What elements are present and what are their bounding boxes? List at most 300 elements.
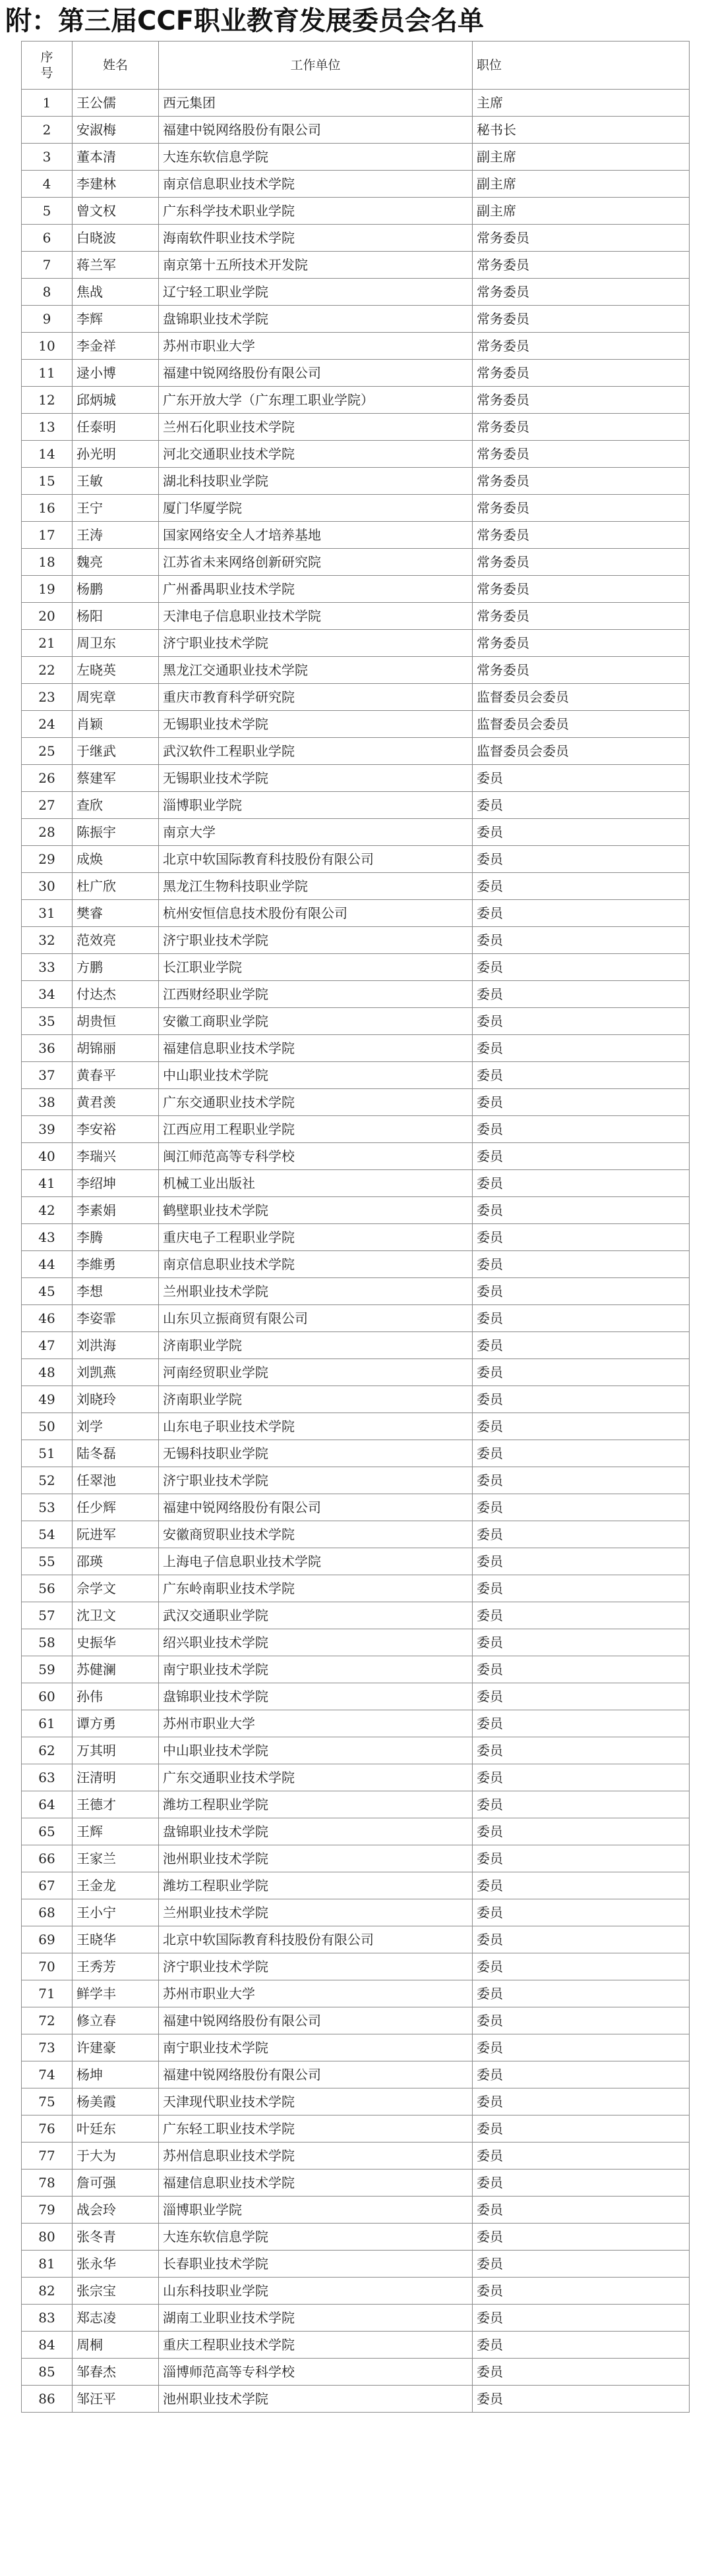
table-row bbox=[22, 468, 690, 495]
cell-name: 叶廷东 bbox=[73, 2115, 159, 2142]
cell-seq: 85 bbox=[22, 2359, 73, 2386]
cell-name: 王晓华 bbox=[73, 1926, 159, 1953]
cell-name: 杨鹏 bbox=[73, 576, 159, 603]
cell-org: 湖南工业职业技术学院 bbox=[159, 2305, 473, 2332]
table-row bbox=[22, 1602, 690, 1629]
table-row bbox=[22, 441, 690, 468]
cell-seq: 68 bbox=[22, 1899, 73, 1926]
cell-seq: 36 bbox=[22, 1035, 73, 1062]
cell-name: 许建豪 bbox=[73, 2034, 159, 2061]
cell-org: 南宁职业技术学院 bbox=[159, 2034, 473, 2061]
cell-name: 王涛 bbox=[73, 522, 159, 549]
cell-name: 张宗宝 bbox=[73, 2278, 159, 2305]
cell-position: 委员 bbox=[473, 1467, 690, 1494]
cell-position: 委员 bbox=[473, 1953, 690, 1980]
cell-position: 常务委员 bbox=[473, 441, 690, 468]
table-row bbox=[22, 1386, 690, 1413]
cell-name: 孙光明 bbox=[73, 441, 159, 468]
cell-seq: 69 bbox=[22, 1926, 73, 1953]
cell-position: 委员 bbox=[473, 1548, 690, 1575]
cell-org: 山东电子职业技术学院 bbox=[159, 1413, 473, 1440]
cell-position: 常务委员 bbox=[473, 630, 690, 657]
cell-seq: 43 bbox=[22, 1224, 73, 1251]
cell-name: 任泰明 bbox=[73, 414, 159, 441]
cell-position: 委员 bbox=[473, 2305, 690, 2332]
cell-seq: 80 bbox=[22, 2224, 73, 2251]
cell-position: 常务委员 bbox=[473, 360, 690, 387]
cell-seq: 9 bbox=[22, 306, 73, 333]
cell-name: 刘凯燕 bbox=[73, 1359, 159, 1386]
table-row bbox=[22, 414, 690, 441]
cell-org: 大连东软信息学院 bbox=[159, 2224, 473, 2251]
cell-seq: 32 bbox=[22, 927, 73, 954]
cell-seq: 16 bbox=[22, 495, 73, 522]
table-row bbox=[22, 387, 690, 414]
table-row bbox=[22, 873, 690, 900]
cell-org: 河南经贸职业学院 bbox=[159, 1359, 473, 1386]
cell-seq: 22 bbox=[22, 657, 73, 684]
cell-position: 委员 bbox=[473, 2170, 690, 2197]
cell-name: 李辉 bbox=[73, 306, 159, 333]
table-row bbox=[22, 522, 690, 549]
cell-name: 任翠池 bbox=[73, 1467, 159, 1494]
table-row bbox=[22, 2359, 690, 2386]
table-row bbox=[22, 1143, 690, 1170]
cell-org: 济宁职业技术学院 bbox=[159, 1953, 473, 1980]
cell-org: 福建中锐网络股份有限公司 bbox=[159, 1494, 473, 1521]
cell-seq: 35 bbox=[22, 1008, 73, 1035]
cell-seq: 12 bbox=[22, 387, 73, 414]
cell-seq: 17 bbox=[22, 522, 73, 549]
cell-seq: 63 bbox=[22, 1764, 73, 1791]
cell-org: 广东交通职业技术学院 bbox=[159, 1089, 473, 1116]
table-row bbox=[22, 2332, 690, 2359]
cell-seq: 79 bbox=[22, 2197, 73, 2224]
cell-org: 大连东软信息学院 bbox=[159, 144, 473, 171]
cell-org: 辽宁轻工职业学院 bbox=[159, 279, 473, 306]
cell-org: 兰州职业技术学院 bbox=[159, 1899, 473, 1926]
cell-seq: 62 bbox=[22, 1737, 73, 1764]
cell-org: 无锡职业技术学院 bbox=[159, 765, 473, 792]
cell-position: 副主席 bbox=[473, 144, 690, 171]
cell-position: 常务委员 bbox=[473, 387, 690, 414]
cell-name: 邹汪平 bbox=[73, 2386, 159, 2413]
cell-name: 范效亮 bbox=[73, 927, 159, 954]
cell-seq: 65 bbox=[22, 1818, 73, 1845]
cell-name: 逯小博 bbox=[73, 360, 159, 387]
cell-name: 张永华 bbox=[73, 2251, 159, 2278]
page-title: 附：第三届CCF职业教育发展委员会名单 bbox=[5, 6, 485, 36]
cell-seq: 26 bbox=[22, 765, 73, 792]
table-row bbox=[22, 1548, 690, 1575]
cell-org: 西元集团 bbox=[159, 90, 473, 117]
cell-org: 淄博职业学院 bbox=[159, 792, 473, 819]
cell-org: 上海电子信息职业技术学院 bbox=[159, 1548, 473, 1575]
cell-name: 杜广欣 bbox=[73, 873, 159, 900]
table-row bbox=[22, 1737, 690, 1764]
table-row bbox=[22, 1089, 690, 1116]
cell-seq: 25 bbox=[22, 738, 73, 765]
cell-position: 委员 bbox=[473, 927, 690, 954]
table-row bbox=[22, 819, 690, 846]
table-row bbox=[22, 1656, 690, 1683]
cell-name: 王公儒 bbox=[73, 90, 159, 117]
cell-org: 淄博师范高等专科学校 bbox=[159, 2359, 473, 2386]
cell-seq: 56 bbox=[22, 1575, 73, 1602]
cell-org: 苏州市职业大学 bbox=[159, 1980, 473, 2007]
table-row bbox=[22, 981, 690, 1008]
table-row bbox=[22, 198, 690, 225]
header-position: 职位 bbox=[473, 42, 690, 90]
table-row bbox=[22, 1305, 690, 1332]
cell-name: 万其明 bbox=[73, 1737, 159, 1764]
cell-org: 广东开放大学（广东理工职业学院） bbox=[159, 387, 473, 414]
cell-seq: 10 bbox=[22, 333, 73, 360]
cell-position: 委员 bbox=[473, 2251, 690, 2278]
cell-seq: 78 bbox=[22, 2170, 73, 2197]
cell-seq: 51 bbox=[22, 1440, 73, 1467]
cell-name: 黄君羡 bbox=[73, 1089, 159, 1116]
cell-position: 秘书长 bbox=[473, 117, 690, 144]
cell-position: 常务委员 bbox=[473, 576, 690, 603]
table-row bbox=[22, 1899, 690, 1926]
cell-seq: 61 bbox=[22, 1710, 73, 1737]
cell-seq: 24 bbox=[22, 711, 73, 738]
table-row bbox=[22, 576, 690, 603]
cell-position: 常务委员 bbox=[473, 549, 690, 576]
cell-position: 常务委员 bbox=[473, 522, 690, 549]
cell-position: 委员 bbox=[473, 1737, 690, 1764]
cell-org: 福建信息职业技术学院 bbox=[159, 1035, 473, 1062]
header-row bbox=[22, 42, 690, 90]
table-row bbox=[22, 333, 690, 360]
cell-org: 杭州安恒信息技术股份有限公司 bbox=[159, 900, 473, 927]
table-row bbox=[22, 2224, 690, 2251]
cell-name: 樊睿 bbox=[73, 900, 159, 927]
cell-position: 委员 bbox=[473, 1305, 690, 1332]
cell-name: 王辉 bbox=[73, 1818, 159, 1845]
cell-org: 黑龙江生物科技职业学院 bbox=[159, 873, 473, 900]
cell-name: 邱炳城 bbox=[73, 387, 159, 414]
cell-seq: 28 bbox=[22, 819, 73, 846]
cell-org: 天津现代职业技术学院 bbox=[159, 2088, 473, 2115]
table-row bbox=[22, 1197, 690, 1224]
cell-org: 池州职业技术学院 bbox=[159, 1845, 473, 1872]
cell-org: 武汉交通职业学院 bbox=[159, 1602, 473, 1629]
table-row bbox=[22, 954, 690, 981]
cell-name: 邹春杰 bbox=[73, 2359, 159, 2386]
cell-seq: 73 bbox=[22, 2034, 73, 2061]
cell-seq: 81 bbox=[22, 2251, 73, 2278]
cell-position: 委员 bbox=[473, 2034, 690, 2061]
cell-name: 于大为 bbox=[73, 2142, 159, 2170]
cell-name: 周宪章 bbox=[73, 684, 159, 711]
cell-org: 福建信息职业技术学院 bbox=[159, 2170, 473, 2197]
cell-position: 常务委员 bbox=[473, 225, 690, 252]
cell-name: 李安裕 bbox=[73, 1116, 159, 1143]
cell-position: 常务委员 bbox=[473, 279, 690, 306]
cell-seq: 41 bbox=[22, 1170, 73, 1197]
cell-position: 委员 bbox=[473, 1683, 690, 1710]
cell-name: 王金龙 bbox=[73, 1872, 159, 1899]
cell-org: 盘锦职业技术学院 bbox=[159, 306, 473, 333]
cell-position: 委员 bbox=[473, 1710, 690, 1737]
cell-name: 左晓英 bbox=[73, 657, 159, 684]
cell-name: 曾文权 bbox=[73, 198, 159, 225]
cell-org: 济宁职业技术学院 bbox=[159, 1467, 473, 1494]
table-row bbox=[22, 1008, 690, 1035]
cell-seq: 54 bbox=[22, 1521, 73, 1548]
cell-org: 兰州职业技术学院 bbox=[159, 1278, 473, 1305]
cell-seq: 77 bbox=[22, 2142, 73, 2170]
cell-seq: 74 bbox=[22, 2061, 73, 2088]
cell-seq: 47 bbox=[22, 1332, 73, 1359]
cell-name: 鲜学丰 bbox=[73, 1980, 159, 2007]
cell-org: 河北交通职业技术学院 bbox=[159, 441, 473, 468]
cell-name: 史振华 bbox=[73, 1629, 159, 1656]
cell-org: 济南职业学院 bbox=[159, 1386, 473, 1413]
table-row bbox=[22, 1845, 690, 1872]
cell-org: 盘锦职业技术学院 bbox=[159, 1683, 473, 1710]
cell-seq: 75 bbox=[22, 2088, 73, 2115]
cell-position: 委员 bbox=[473, 765, 690, 792]
table-row bbox=[22, 2386, 690, 2413]
cell-org: 福建中锐网络股份有限公司 bbox=[159, 2061, 473, 2088]
cell-org: 潍坊工程职业学院 bbox=[159, 1791, 473, 1818]
cell-org: 南京大学 bbox=[159, 819, 473, 846]
cell-org: 无锡科技职业学院 bbox=[159, 1440, 473, 1467]
cell-position: 委员 bbox=[473, 1494, 690, 1521]
table-row bbox=[22, 1818, 690, 1845]
cell-position: 委员 bbox=[473, 2278, 690, 2305]
cell-name: 于继武 bbox=[73, 738, 159, 765]
cell-position: 常务委员 bbox=[473, 414, 690, 441]
cell-org: 济宁职业技术学院 bbox=[159, 630, 473, 657]
cell-seq: 60 bbox=[22, 1683, 73, 1710]
cell-position: 委员 bbox=[473, 1818, 690, 1845]
cell-org: 北京中软国际教育科技股份有限公司 bbox=[159, 846, 473, 873]
cell-seq: 29 bbox=[22, 846, 73, 873]
cell-org: 中山职业技术学院 bbox=[159, 1737, 473, 1764]
cell-position: 常务委员 bbox=[473, 252, 690, 279]
cell-position: 监督委员会委员 bbox=[473, 684, 690, 711]
table-row bbox=[22, 306, 690, 333]
table-row bbox=[22, 1278, 690, 1305]
table-row bbox=[22, 1467, 690, 1494]
header-name: 姓名 bbox=[73, 42, 159, 90]
cell-org: 海南软件职业技术学院 bbox=[159, 225, 473, 252]
cell-name: 焦战 bbox=[73, 279, 159, 306]
cell-name: 付达杰 bbox=[73, 981, 159, 1008]
cell-org: 绍兴职业技术学院 bbox=[159, 1629, 473, 1656]
cell-name: 詹可强 bbox=[73, 2170, 159, 2197]
table-row bbox=[22, 1224, 690, 1251]
cell-seq: 15 bbox=[22, 468, 73, 495]
cell-position: 委员 bbox=[473, 1251, 690, 1278]
cell-seq: 21 bbox=[22, 630, 73, 657]
table-row bbox=[22, 2251, 690, 2278]
cell-seq: 6 bbox=[22, 225, 73, 252]
cell-seq: 71 bbox=[22, 1980, 73, 2007]
cell-name: 李腾 bbox=[73, 1224, 159, 1251]
cell-name: 肖颖 bbox=[73, 711, 159, 738]
cell-org: 天津电子信息职业技术学院 bbox=[159, 603, 473, 630]
cell-seq: 30 bbox=[22, 873, 73, 900]
cell-position: 委员 bbox=[473, 2332, 690, 2359]
cell-org: 淄博职业学院 bbox=[159, 2197, 473, 2224]
cell-name: 周卫东 bbox=[73, 630, 159, 657]
cell-org: 苏州市职业大学 bbox=[159, 333, 473, 360]
cell-name: 刘晓玲 bbox=[73, 1386, 159, 1413]
cell-position: 委员 bbox=[473, 1602, 690, 1629]
cell-org: 机械工业出版社 bbox=[159, 1170, 473, 1197]
cell-position: 委员 bbox=[473, 1224, 690, 1251]
table-row bbox=[22, 90, 690, 117]
cell-seq: 72 bbox=[22, 2007, 73, 2034]
table-row bbox=[22, 2007, 690, 2034]
cell-org: 长江职业学院 bbox=[159, 954, 473, 981]
cell-name: 邵瑛 bbox=[73, 1548, 159, 1575]
cell-seq: 70 bbox=[22, 1953, 73, 1980]
cell-seq: 83 bbox=[22, 2305, 73, 2332]
cell-org: 国家网络安全人才培养基地 bbox=[159, 522, 473, 549]
table-row bbox=[22, 657, 690, 684]
table-row bbox=[22, 1494, 690, 1521]
cell-name: 王家兰 bbox=[73, 1845, 159, 1872]
cell-position: 常务委员 bbox=[473, 603, 690, 630]
cell-name: 任少辉 bbox=[73, 1494, 159, 1521]
table-row bbox=[22, 549, 690, 576]
committee-roster-table bbox=[21, 41, 690, 2413]
cell-position: 常务委员 bbox=[473, 333, 690, 360]
cell-name: 杨美霞 bbox=[73, 2088, 159, 2115]
table-row bbox=[22, 927, 690, 954]
cell-name: 周桐 bbox=[73, 2332, 159, 2359]
cell-name: 修立春 bbox=[73, 2007, 159, 2034]
cell-name: 佘学文 bbox=[73, 1575, 159, 1602]
cell-seq: 11 bbox=[22, 360, 73, 387]
table-row bbox=[22, 1953, 690, 1980]
cell-position: 委员 bbox=[473, 1845, 690, 1872]
cell-position: 委员 bbox=[473, 1440, 690, 1467]
cell-org: 湖北科技职业学院 bbox=[159, 468, 473, 495]
cell-name: 魏亮 bbox=[73, 549, 159, 576]
cell-seq: 27 bbox=[22, 792, 73, 819]
cell-org: 兰州石化职业技术学院 bbox=[159, 414, 473, 441]
cell-org: 黑龙江交通职业技术学院 bbox=[159, 657, 473, 684]
cell-org: 南京信息职业技术学院 bbox=[159, 171, 473, 198]
cell-seq: 23 bbox=[22, 684, 73, 711]
cell-name: 王敏 bbox=[73, 468, 159, 495]
cell-position: 委员 bbox=[473, 2142, 690, 2170]
cell-org: 南京第十五所技术开发院 bbox=[159, 252, 473, 279]
cell-position: 委员 bbox=[473, 1899, 690, 1926]
table-row bbox=[22, 2115, 690, 2142]
table-row bbox=[22, 1062, 690, 1089]
cell-seq: 39 bbox=[22, 1116, 73, 1143]
table-row bbox=[22, 1170, 690, 1197]
cell-org: 鹤壁职业技术学院 bbox=[159, 1197, 473, 1224]
cell-seq: 18 bbox=[22, 549, 73, 576]
cell-position: 监督委员会委员 bbox=[473, 711, 690, 738]
cell-org: 广东科学技术职业学院 bbox=[159, 198, 473, 225]
cell-org: 无锡职业技术学院 bbox=[159, 711, 473, 738]
table-row bbox=[22, 2034, 690, 2061]
cell-position: 副主席 bbox=[473, 198, 690, 225]
cell-position: 委员 bbox=[473, 819, 690, 846]
cell-position: 委员 bbox=[473, 954, 690, 981]
cell-name: 谭方勇 bbox=[73, 1710, 159, 1737]
cell-seq: 1 bbox=[22, 90, 73, 117]
cell-seq: 2 bbox=[22, 117, 73, 144]
cell-seq: 13 bbox=[22, 414, 73, 441]
cell-seq: 59 bbox=[22, 1656, 73, 1683]
cell-name: 陆冬磊 bbox=[73, 1440, 159, 1467]
table-header bbox=[22, 42, 690, 90]
cell-name: 张冬青 bbox=[73, 2224, 159, 2251]
cell-org: 济宁职业技术学院 bbox=[159, 927, 473, 954]
cell-org: 广东岭南职业技术学院 bbox=[159, 1575, 473, 1602]
cell-org: 潍坊工程职业学院 bbox=[159, 1872, 473, 1899]
cell-position: 委员 bbox=[473, 1872, 690, 1899]
cell-org: 闽江师范高等专科学校 bbox=[159, 1143, 473, 1170]
cell-org: 重庆电子工程职业学院 bbox=[159, 1224, 473, 1251]
table-row bbox=[22, 1359, 690, 1386]
table-row bbox=[22, 2061, 690, 2088]
cell-seq: 40 bbox=[22, 1143, 73, 1170]
cell-name: 李建林 bbox=[73, 171, 159, 198]
cell-seq: 8 bbox=[22, 279, 73, 306]
table-row bbox=[22, 630, 690, 657]
cell-org: 中山职业技术学院 bbox=[159, 1062, 473, 1089]
cell-org: 重庆市教育科学研究院 bbox=[159, 684, 473, 711]
table-row bbox=[22, 684, 690, 711]
cell-seq: 34 bbox=[22, 981, 73, 1008]
cell-position: 委员 bbox=[473, 2197, 690, 2224]
cell-position: 委员 bbox=[473, 846, 690, 873]
table-row bbox=[22, 1332, 690, 1359]
cell-seq: 4 bbox=[22, 171, 73, 198]
table-row bbox=[22, 1710, 690, 1737]
cell-name: 汪清明 bbox=[73, 1764, 159, 1791]
cell-position: 委员 bbox=[473, 2359, 690, 2386]
cell-org: 江西应用工程职业学院 bbox=[159, 1116, 473, 1143]
cell-seq: 66 bbox=[22, 1845, 73, 1872]
table-row bbox=[22, 1413, 690, 1440]
cell-org: 福建中锐网络股份有限公司 bbox=[159, 117, 473, 144]
cell-name: 李維勇 bbox=[73, 1251, 159, 1278]
table-row bbox=[22, 711, 690, 738]
table-row bbox=[22, 1116, 690, 1143]
cell-org: 福建中锐网络股份有限公司 bbox=[159, 2007, 473, 2034]
cell-seq: 46 bbox=[22, 1305, 73, 1332]
cell-position: 委员 bbox=[473, 1629, 690, 1656]
cell-name: 战会玲 bbox=[73, 2197, 159, 2224]
table-row bbox=[22, 252, 690, 279]
cell-seq: 86 bbox=[22, 2386, 73, 2413]
table-row bbox=[22, 1926, 690, 1953]
cell-org: 山东贝立振商贸有限公司 bbox=[159, 1305, 473, 1332]
table-row bbox=[22, 603, 690, 630]
table-row bbox=[22, 117, 690, 144]
cell-position: 委员 bbox=[473, 1143, 690, 1170]
table-row bbox=[22, 2170, 690, 2197]
cell-seq: 55 bbox=[22, 1548, 73, 1575]
cell-name: 李金祥 bbox=[73, 333, 159, 360]
cell-name: 白晓波 bbox=[73, 225, 159, 252]
cell-seq: 84 bbox=[22, 2332, 73, 2359]
cell-position: 委员 bbox=[473, 1089, 690, 1116]
